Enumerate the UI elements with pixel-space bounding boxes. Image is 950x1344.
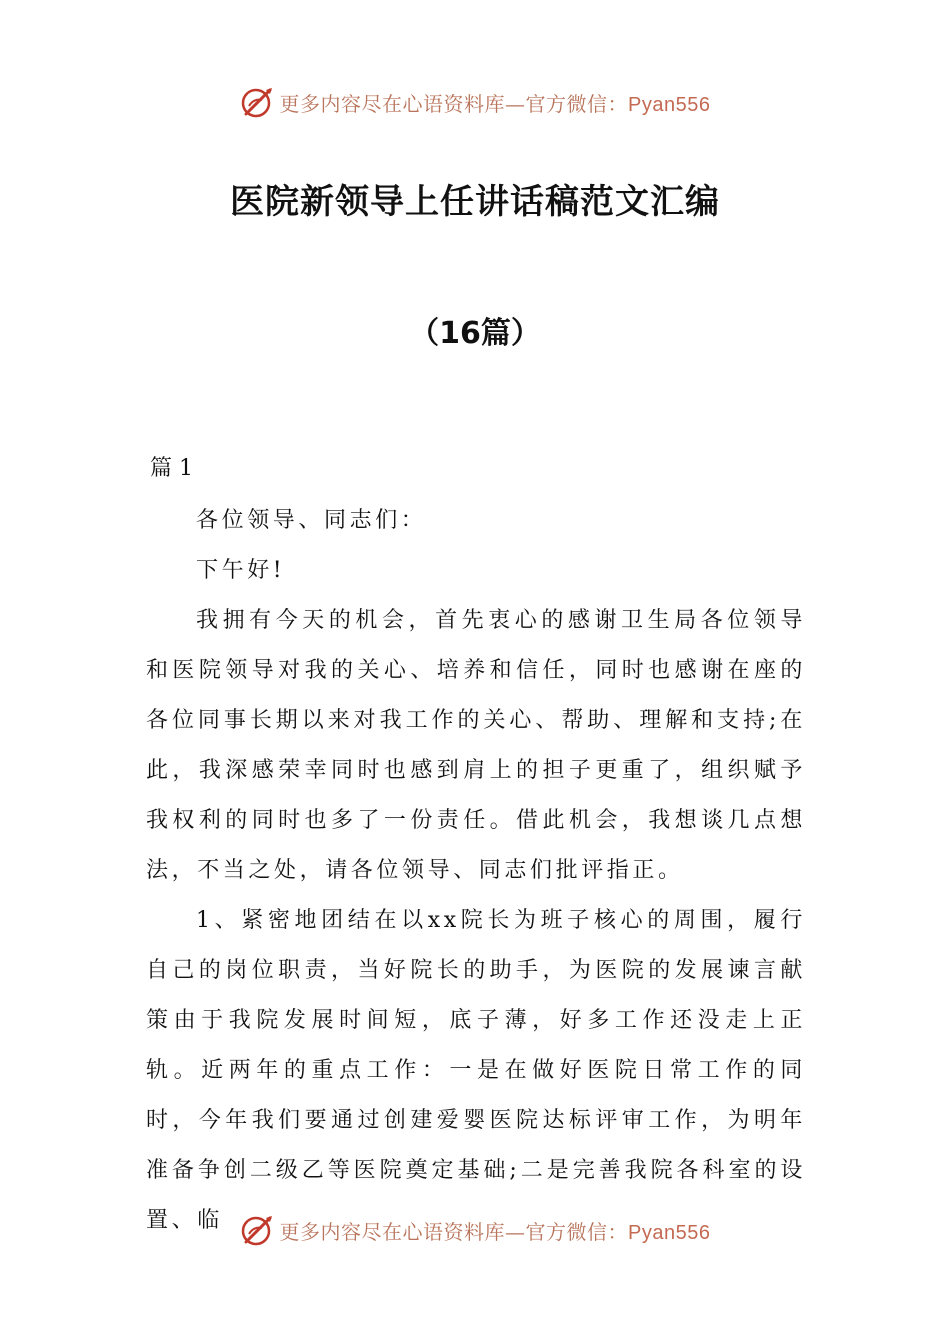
footer-watermark-brand: Pyan556: [628, 1221, 711, 1244]
header-watermark-banner: [0, 80, 950, 124]
salutation-paragraph: 各位领导、同志们：: [196, 508, 427, 533]
document-body: [146, 496, 806, 1246]
pen-logo-icon: [240, 84, 276, 120]
greeting-paragraph: 下午好!: [196, 558, 286, 583]
footer-watermark-banner: [0, 1208, 950, 1252]
document-subtitle: （16篇）: [409, 316, 541, 351]
pen-logo-icon: [240, 1212, 276, 1248]
body-paragraph: 我拥有今天的机会，首先衷心的感谢卫生局各位领导和医院领导对我的关心、培养和信任，同时也感谢在座的各位同事长期以来对我工作的关心、帮助、理解和支持;在此，我深感荣幸同时也感到肩上的担子更重了，组织赋予我权利的同时也多了一份责任。借此机会，我想谈几点想法，不当之处，请各位领导、同志们批评指正。: [146, 608, 806, 883]
footer-watermark-text: 更多内容尽在心语资料库—官方微信：Pyan556: [279, 1219, 711, 1244]
document-title: 医院新领导上任讲话稿范文汇编: [230, 182, 720, 222]
chapter-heading: 篇 1: [150, 456, 193, 481]
header-watermark-brand: Pyan556: [628, 93, 711, 116]
header-watermark-text: 更多内容尽在心语资料库—官方微信：Pyan556: [279, 91, 711, 116]
body-paragraph: 1、紧密地团结在以xx院长为班子核心的周围，履行自己的岗位职责，当好院长的助手，为医院的发展谏言献策由于我院发展时间短，底子薄，好多工作还没走上正轨。近两年的重点工作：一是在做好医院日常工作的同时，今年我们要通过创建爱婴医院达标评审工作，为明年准备争创二级乙等医院奠定基础;二是完善我院各科室的设置、临: [146, 908, 806, 1233]
